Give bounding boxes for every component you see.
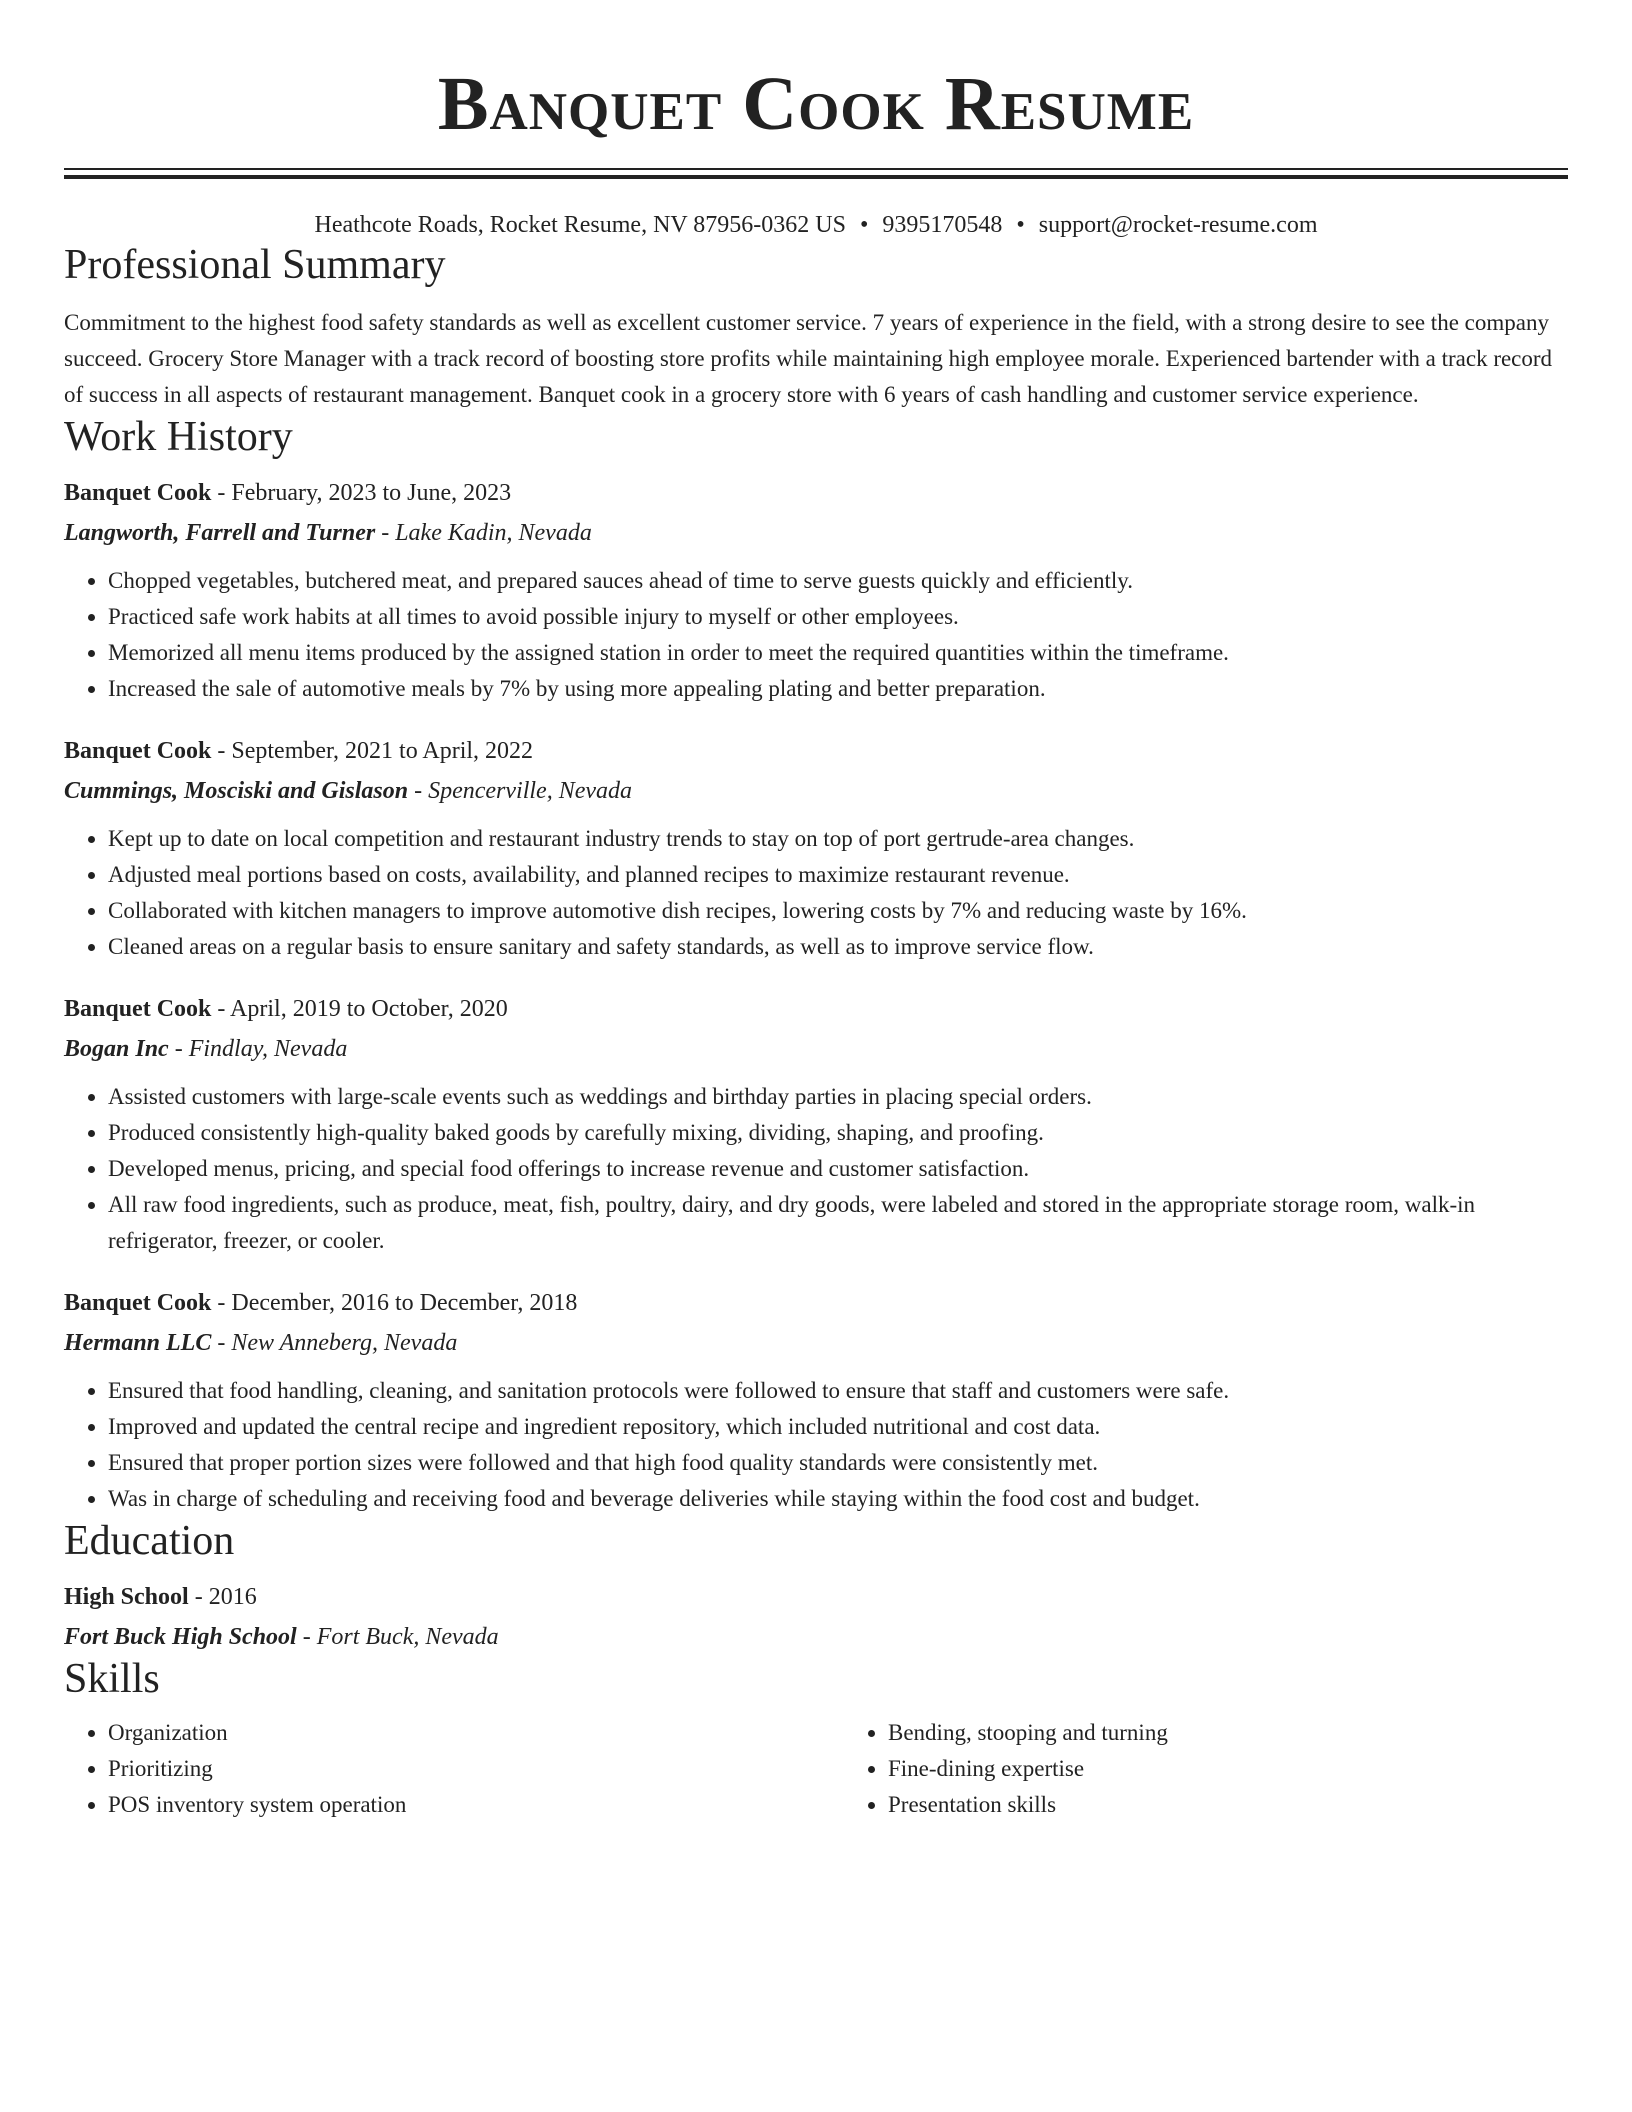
job-dates: - December, 2016 to December, 2018 (211, 1290, 578, 1316)
job-title-line (64, 733, 1568, 769)
summary-heading: Professional Summary (64, 242, 446, 288)
job-dates: - February, 2023 to June, 2023 (211, 480, 512, 506)
job-company-line (64, 773, 1568, 809)
divider-thin-line (64, 168, 1568, 170)
job-bullet: • Cleaned areas on a regular basis to ensure sanitary and safety standards, as well as to improve service flow. (108, 929, 1568, 965)
education-school: Fort Buck High School (64, 1624, 297, 1650)
skill-item: • Bending, stooping and turning (888, 1715, 1568, 1751)
job-bullet: • Was in charge of scheduling and receiving food and beverage deliveries while staying within the food cost and budget. (108, 1481, 1568, 1517)
skill-item: • POS inventory system operation (108, 1787, 788, 1823)
divider-thick-line (64, 175, 1568, 179)
contact-line (64, 209, 1568, 241)
skill-item: • Prioritizing (108, 1751, 788, 1787)
skill-item: • Presentation skills (888, 1787, 1568, 1823)
job-bullet: • Kept up to date on local competition and restaurant industry trends to stay on top of port gertrude-area changes. (108, 821, 1568, 857)
skills-list (64, 1715, 1568, 1823)
job-bullets (64, 1079, 1568, 1259)
job-bullet: • Practiced safe work habits at all times to avoid possible injury to myself or other employees. (108, 599, 1568, 635)
job-bullets (64, 1373, 1568, 1517)
contact-address: Heathcote Roads, Rocket Resume, NV 87956-0362 US (314, 212, 846, 238)
education-school-line (64, 1619, 1568, 1655)
education-year: - 2016 (188, 1584, 257, 1610)
job-bullet: • All raw food ingredients, such as produce, meat, fish, poultry, dairy, and dry goods, were labeled and stored in the appropriate storage room, walk-in refrigerator, freezer, or cooler. (108, 1187, 1568, 1259)
job-bullets (64, 563, 1568, 707)
contact-separator: • (859, 212, 869, 238)
job-entry (64, 475, 1568, 707)
education-heading: Education (64, 1518, 235, 1564)
job-bullet: • Collaborated with kitchen managers to improve automotive dish recipes, lowering costs by 7% and reducing waste by 16%. (108, 893, 1568, 929)
skills-heading: Skills (64, 1656, 160, 1702)
job-bullet: • Assisted customers with large-scale events such as weddings and birthday parties in placing special orders. (108, 1079, 1568, 1115)
job-title-line (64, 991, 1568, 1027)
job-location: - New Anneberg, Nevada (211, 1330, 458, 1356)
job-entry (64, 733, 1568, 965)
job-company: Cummings, Mosciski and Gislason (64, 778, 409, 804)
job-bullet: • Ensured that food handling, cleaning, and sanitation protocols were followed to ensure that staff and customers were safe. (108, 1373, 1568, 1409)
job-bullets (64, 821, 1568, 965)
job-company: Hermann LLC (64, 1330, 212, 1356)
job-title-line (64, 1285, 1568, 1321)
work-history-heading: Work History (64, 414, 293, 460)
job-dates: - April, 2019 to October, 2020 (211, 996, 508, 1022)
job-role: Banquet Cook (64, 1290, 212, 1316)
job-bullet: • Memorized all menu items produced by the assigned station in order to meet the required quantities within the timeframe. (108, 635, 1568, 671)
job-dates: - September, 2021 to April, 2022 (211, 738, 534, 764)
job-bullet: • Developed menus, pricing, and special food offerings to increase revenue and customer satisfaction. (108, 1151, 1568, 1187)
job-bullet: • Adjusted meal portions based on costs, availability, and planned recipes to maximize restaurant revenue. (108, 857, 1568, 893)
job-location: - Findlay, Nevada (168, 1036, 348, 1062)
job-role: Banquet Cook (64, 480, 212, 506)
title-divider (64, 168, 1568, 180)
contact-email: support@rocket-resume.com (1038, 212, 1318, 238)
job-company-line (64, 1325, 1568, 1361)
job-bullet: • Ensured that proper portion sizes were followed and that high food quality standards were consistently met. (108, 1445, 1568, 1481)
job-entry (64, 991, 1568, 1259)
job-company-line (64, 1031, 1568, 1067)
job-bullet: • Increased the sale of automotive meals by 7% by using more appealing plating and better preparation. (108, 671, 1568, 707)
skill-item: • Fine-dining expertise (888, 1751, 1568, 1787)
job-location: - Spencerville, Nevada (408, 778, 633, 804)
job-entry (64, 1285, 1568, 1517)
contact-phone: 9395170548 (882, 212, 1003, 238)
job-company-line (64, 515, 1568, 551)
job-role: Banquet Cook (64, 996, 212, 1022)
job-role: Banquet Cook (64, 738, 212, 764)
job-bullet: • Improved and updated the central recipe and ingredient repository, which included nutritional and cost data. (108, 1409, 1568, 1445)
contact-separator: • (1016, 212, 1025, 238)
education-degree: High School (64, 1584, 189, 1610)
summary-text: Commitment to the highest food safety standards as well as excellent customer service. 7 years of experience in the field, with a strong desire to see the company succeed. Grocery Store Manager with a track record of boosting store profits while maintaining high employee morale. Experienced bartender with a track record of success in all aspects of restaurant management. Banquet cook in a grocery store with 6 years of cash handling and customer service experience. (64, 310, 1553, 407)
education-degree-line (64, 1579, 1568, 1615)
job-bullet: • Produced consistently high-quality baked goods by carefully mixing, dividing, shaping, and proofing. (108, 1115, 1568, 1151)
job-company: Bogan Inc (64, 1036, 169, 1062)
job-bullet: • Chopped vegetables, butchered meat, and prepared sauces ahead of time to serve guests quickly and efficiently. (108, 563, 1568, 599)
resume-title: Banquet Cook Resume (437, 62, 1195, 146)
skills-column-right (788, 1715, 1568, 1823)
resume-page (64, 0, 1568, 1823)
education-location: - Fort Buck, Nevada (296, 1624, 499, 1650)
job-company: Langworth, Farrell and Turner (64, 520, 376, 546)
skills-column-left (64, 1715, 788, 1823)
job-location: - Lake Kadin, Nevada (375, 520, 592, 546)
job-title-line (64, 475, 1568, 511)
skill-item: • Organization (108, 1715, 788, 1751)
